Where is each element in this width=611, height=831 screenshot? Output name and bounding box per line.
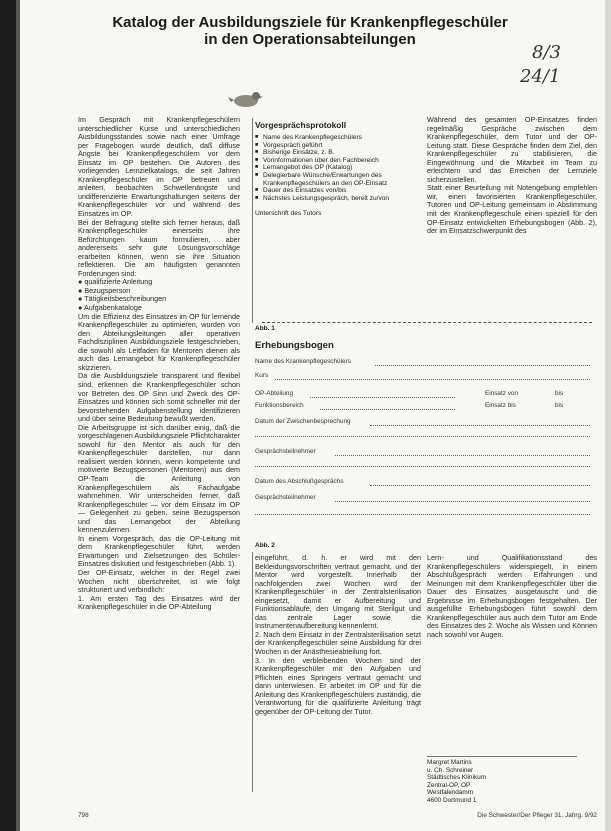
protocol-list xyxy=(255,134,419,202)
form-line xyxy=(335,455,590,456)
protocol-heading: Vorgesprächsprotokoll xyxy=(255,120,347,130)
paragraph: In einem Vorgespräch, das die OP-Leitung mit dem Krankenpflegeschüler führt, werden Erwartungen und Zielsetzungen des Schüler-Einsatzes diskutiert und festgeschrieben (Abb. 1). xyxy=(78,533,240,569)
bullet-item: ● Aufgabenkataloge xyxy=(78,303,142,313)
form-label-abteilung: OP-Abteilung xyxy=(255,390,294,397)
figure-caption-2: Abb. 2 xyxy=(255,542,275,549)
figure-caption-1: Abb. 1 xyxy=(255,325,275,332)
protocol-item: ■ Delegierbare Wünsche/Erwartungen des Krankenpflegeschülers an den OP-Einsatz xyxy=(255,172,419,187)
journal-source: Die Schwester/Der Pfleger 31. Jahrg. 9/92 xyxy=(477,812,597,819)
title-line-2: in den Operationsabteilungen xyxy=(204,31,416,48)
protocol-item: ■ Bisherige Einsätze, z. B. xyxy=(255,149,419,157)
bullet-item: ● Bezugsperson xyxy=(78,285,131,295)
bullet-item: ● Tätigkeitsbeschreibungen xyxy=(78,294,167,304)
author-line: 4600 Dortmund 1 xyxy=(427,796,477,804)
form-label-kurs: Kurs xyxy=(255,372,269,379)
author-block xyxy=(427,756,577,805)
scan-right-edge xyxy=(605,0,611,831)
paragraph: 2. Nach dem Einsatz in der Zentralsterilisation setzt der Krankenpflegeschüler seine Ausbildung für drei Wochen in der Anästhesieabteilung fort. xyxy=(255,629,421,657)
signature-label: Unterschrift des Tutors xyxy=(255,210,322,218)
bottom-right-column xyxy=(427,554,597,639)
form-line xyxy=(255,514,590,515)
left-text-column xyxy=(78,116,240,612)
paragraph: Bei der Befragung stellte sich ferner heraus, daß Krankenpflegeschüler einerseits ihre Befürchtungen kaum formulieren, aber andererseits sehr gute Lösungsvorschläge erarbeiten können, wenn sie ihre Situation reflektieren. Die am häufigsten genannten Forderungen sind: xyxy=(78,217,240,278)
author-line: Städtisches Klinikum xyxy=(427,774,486,782)
protocol-item: ■ Name des Krankenpflegeschülers xyxy=(255,134,419,142)
paragraph: Um die Effizienz des Einsatzes im OP für lernende Krankenpflegeschüler zu optimieren, wurden von den Abteilungsleitungen aller operativen Fachdisziplinen Ausbildungsziele festgeschrieben, die sowohl als Leitfaden für Mentoren dienen als auch das Lernangebot für Krankenpflegeschüler skizzieren. xyxy=(78,311,240,372)
paragraph: 1. Am ersten Tag des Einsatzes wird der Krankenpflegeschüler in die OP-Abteilung xyxy=(78,593,240,612)
form-line xyxy=(255,436,590,437)
protocol-item: ■ Dauer des Einsatzes von/bis xyxy=(255,187,419,195)
form-label-einsatz-bis: Einsatz bis xyxy=(485,402,516,409)
author-line: Margret Martins xyxy=(427,759,472,766)
form-label-bis-2: bis xyxy=(555,402,564,409)
column-rule xyxy=(252,118,253,323)
form-line xyxy=(375,365,590,366)
form-label-datum-zwischen: Datum der Zwischenbesprechung xyxy=(255,418,351,425)
paragraph: Die Arbeitsgruppe ist sich darüber einig, daß die vorgeschlagenen Ausbildungsziele Pflichtcharakter sowohl für den Mentor als auch für den Krankenpflegeschüler darstellen, nur dann realisiert werden können, wenn kompetente und motivierte Bezugspersonen (Mentoren) aus dem OP-Team die Anleitung von Krankenpflegeschülern als Fachaufgabe wahrnehmen. Wir unterscheiden ferner, daß Krankenpflegeschüler — vor dem Einsatz im OP — Gelegenheit zu geben, seine Bezugsperson und das Lernangebot der Abteilung kennenzulernen. xyxy=(78,422,240,535)
form-label-datum-abschluss: Datum des Abschlußgesprächs xyxy=(255,478,344,485)
form-label-name: Name des Krankenpflegeschülers xyxy=(255,358,351,365)
scan-binding-edge xyxy=(16,0,20,831)
bullet-item: ● qualifizierte Anleitung xyxy=(78,277,153,287)
form-line xyxy=(370,425,590,426)
paragraph: Lern- und Qualifikationsstand des Krankenpflegeschülers widerspiegelt, in einem Abschlußgespräch werden Erfahrungen und Meinungen mit dem Krankenpflegeschüler über die Dauer des Einsatzes ausgetauscht und die Ergebnisse im Erhebungsbogen festgehalten. Der ausgefüllte Erhebungsbogen führt sowohl dem Krankenpflegeschüler aus auch dem Tutor am Ende des Einsatzes des 2. Woche als Wissen und Können nach sowohl vor Augen. xyxy=(427,553,597,639)
paragraph: Der OP-Einsatz, welcher in der Regel zwei Wochen nicht überschreitet, ist wie folgt strukturiert und verbindlich: xyxy=(78,567,240,595)
form-label-gespraech-2: Gesprächsteilnehmer xyxy=(255,494,316,501)
protocol-item: ■ Lernangebot des OP (Katalog) xyxy=(255,164,419,172)
form-line xyxy=(255,466,590,467)
title-line-1: Katalog der Ausbildungsziele für Krankenpflegeschüler xyxy=(112,14,508,31)
protocol-item: ■ Nächstes Leistungsgespräch, bereit zu/von xyxy=(255,195,419,203)
author-line: Westfalendamm xyxy=(427,789,474,797)
handwritten-note-1: 8/3 xyxy=(532,42,561,63)
form-label-gespraech-1: Gesprächsteilnehmer xyxy=(255,448,316,455)
form-line xyxy=(320,409,455,410)
separator-dashes xyxy=(262,322,592,323)
scan-binding-shadow xyxy=(0,0,16,831)
form-line xyxy=(335,501,590,502)
paragraph: Statt einer Beurteilung mit Notengebung empfehlen wir, einen favorisierten Krankenpflegeschüler, Tutoren und OP-Leitung gemeinsam in Abstimmung mit der Krankenpflegeschule einen speziell für den OP-Einsatz entwickelten Erhebungsbogen (Abb. 2), der im Einsatzschwerpunkt des xyxy=(427,183,597,236)
protocol-item: ■ Vorinformationen über den Fachbereich xyxy=(255,157,419,165)
protocol-box xyxy=(255,120,419,288)
bottom-middle-column xyxy=(255,554,421,716)
form-line xyxy=(275,379,590,380)
form-line xyxy=(370,485,590,486)
paragraph: Im Gespräch mit Krankenpflegeschülern unterschiedlicher Kurse und unterschiedlichen Ausbildungsstandes sowie nach einer Umfrage per Fragebogen wurde deutlich, daß diffuse Ängste bei Krankenpflegeschülern vor dem Einsatz im OP bestehen. Die Autoren des vorliegenden Lernzielkatalogs, die seit Jahren Krankenpflegeschüler im OP betreuen und anleiten, beobachten Schwellenängste und undifferenzierte Erwartungshaltungen seitens der Krankenpflegeschüler vor und während des Einsatzes im OP. xyxy=(78,115,240,219)
survey-form xyxy=(255,340,595,540)
right-text-column xyxy=(427,116,597,236)
paragraph: 3. In den verbleibenden Wochen sind der Krankenpflegeschüler mit den Aufgaben und Pflichten eines Springers vertraut gemacht und dann unterwiesen. Er arbeitet im OP und für die Anleitung des Krankenpflegeschülers zuständig, die Verantwortung für die qualifizierte Anleitung trägt gegenüber der OP-Leitung der Tutor. xyxy=(255,655,421,716)
handwritten-note-2: 24/1 xyxy=(520,66,561,87)
paragraph: eingeführt, d. h. er wird mit den Bekleidungsvorschriften vertraut gemacht, und der Mentor wird vorgestellt. Innerhalb der nachfolgenden zwei Wochen wird der Krankenpflegeschüler in der Zentralsterilisation eingesetzt, damit er Aufbereitung und Funktionsabläufe, den Umgang mit Sterilgut und das zentrale Lager sowie die Instrumentenaufbereitung kennenlernt. xyxy=(255,553,421,631)
form-label-einsatz-von: Einsatz von xyxy=(485,390,519,397)
author-line: Zentral-OP, OP xyxy=(427,781,471,789)
author-line: u. Ch. Schreiner xyxy=(427,766,474,774)
form-heading: Erhebungsbogen xyxy=(255,340,334,351)
article-title xyxy=(60,14,560,48)
form-label-funktion: Funktionsbereich xyxy=(255,402,304,409)
paragraph: Während des gesamten OP-Einsatzes finden regelmäßig Gespräche zwischen dem Krankenpflegeschüler, dem Tutor und der OP-Leitung statt. Diese Gespräche finden dem Ziel, den Krankenpflegeschüler zu stabilisieren, die Eingewöhnung und die Mitarbeit im Team zu erleichtern und das Erreichen der Lernziele sicherzustellen. xyxy=(427,115,597,184)
paragraph: Da die Ausbildungsziele transparent und flexibel sind, erkennen die Krankenpflegeschüler schon vor Betreten des OP Sinn und Zweck des OP-Einsatzes und können sich somit schneller mit der bevorstehenden Aufgabenstellung identifizieren und über seine Bedeutung bewußt werden. xyxy=(78,371,240,424)
form-line xyxy=(310,397,455,398)
form-label-bis-1: bis xyxy=(555,390,564,397)
column-rule xyxy=(252,552,253,792)
decorative-bird-icon xyxy=(228,88,264,110)
protocol-item: ■ Vorgespräch geführt xyxy=(255,142,419,150)
page-number: 798 xyxy=(78,812,89,819)
